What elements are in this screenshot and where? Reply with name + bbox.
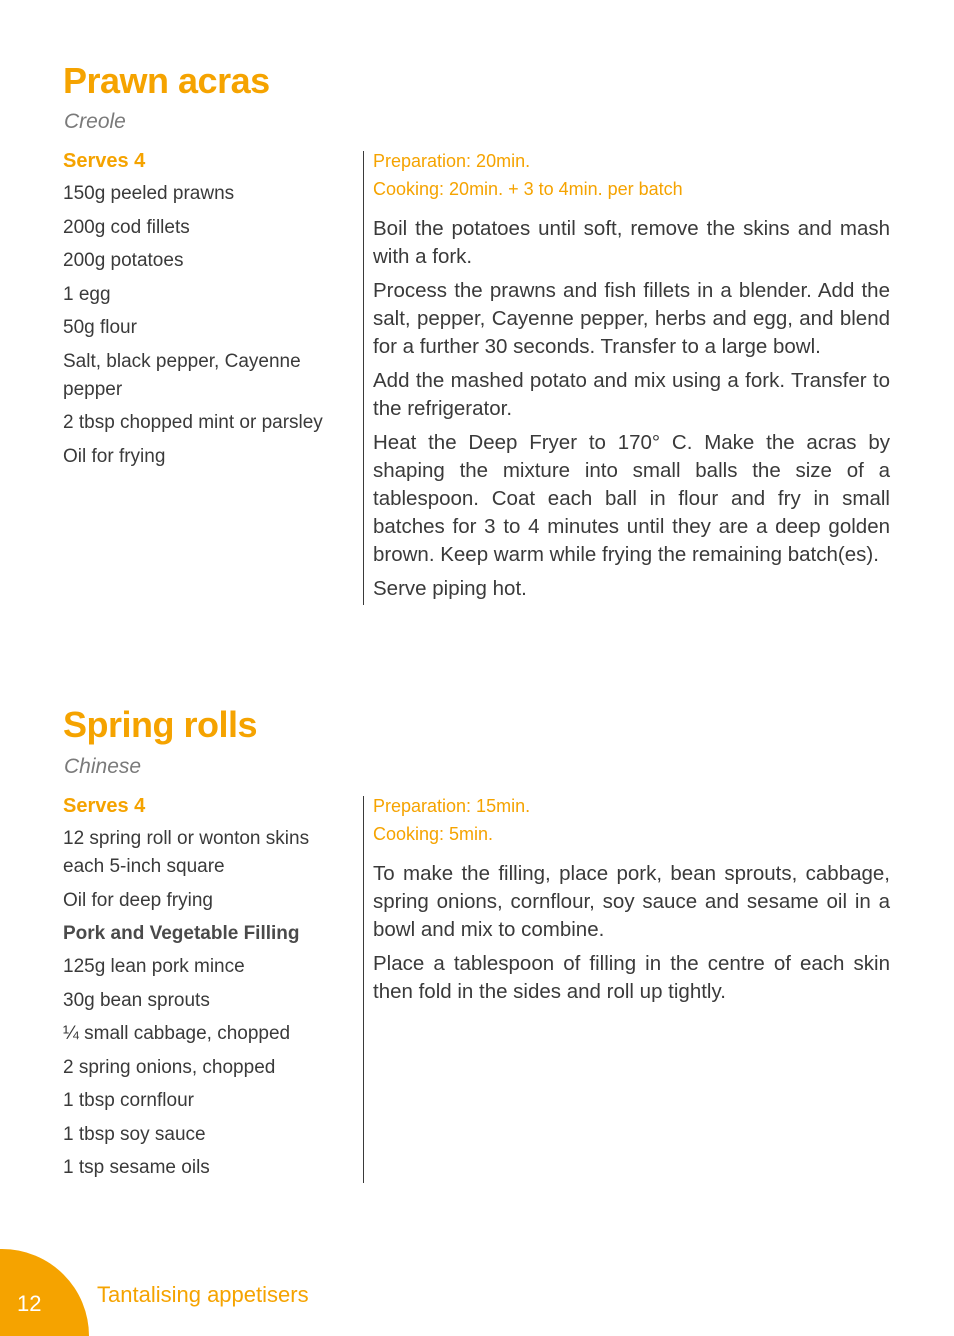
ingredient-item: 125g lean pork mince [63, 956, 245, 977]
timing-block [373, 147, 890, 203]
ingredient-item: 1 tbsp cornflour [63, 1090, 194, 1111]
ingredients-column [63, 149, 348, 476]
ingredient-item: 1 tbsp soy sauce [63, 1123, 206, 1145]
ingredient-item: 30g bean sprouts [63, 989, 210, 1011]
ingredient-list [63, 180, 348, 471]
method-column [373, 147, 890, 609]
ingredient-item: 200g cod fillets [63, 216, 190, 238]
preparation-time: Preparation: 20min. [373, 151, 531, 171]
ingredients-column [63, 794, 348, 1188]
ingredient-item: 150g peeled prawns [63, 183, 235, 204]
preparation-time: Preparation: 15min. [373, 796, 531, 816]
cooking-time: Cooking: 20min. + 3 to 4min. per batch [373, 179, 683, 199]
section-name: Tantalising appetisers [97, 1282, 309, 1307]
ingredient-item: ¼ small cabbage, chopped [63, 1023, 291, 1044]
recipe-origin: Chinese [64, 755, 142, 778]
ingredient-item: 2 spring onions, chopped [63, 1056, 276, 1078]
serves-label: Serves 4 [63, 150, 146, 172]
recipe-title: Prawn acras [63, 60, 270, 101]
ingredient-item: Oil for deep frying [63, 889, 213, 911]
ingredient-item: 2 tbsp chopped mint or parsley [63, 412, 323, 433]
column-divider [363, 796, 364, 1183]
method-step: Serve piping hot. [373, 577, 527, 600]
filling-subheading: Pork and Vegetable Filling [63, 923, 300, 944]
ingredient-item: 1 tsp sesame oils [63, 1157, 210, 1178]
timing-block [373, 792, 890, 848]
ingredient-item: 12 spring roll or wonton skins each 5-inch square [63, 828, 310, 877]
column-divider [363, 151, 364, 605]
ingredient-item: Oil for frying [63, 445, 166, 467]
page-number: 12 [17, 1291, 42, 1316]
page-number-tab [0, 1249, 89, 1336]
ingredient-item: 200g potatoes [63, 250, 184, 271]
ingredient-item: Salt, black pepper, Cayenne pepper [63, 350, 301, 400]
method-step: To make the filling, place pork, bean sprouts, cabbage, spring onions, cornflour, soy sauce and sesame oil in a bowl and mix to combine. [373, 862, 890, 941]
filling-list [63, 953, 348, 1182]
method-column [373, 792, 890, 1012]
recipe-origin: Creole [64, 110, 126, 133]
ingredient-item: 50g flour [63, 317, 137, 338]
method-step: Process the prawns and fish fillets in a blender. Add the salt, pepper, Cayenne pepper, herbs and egg, and blend for a further 30 seconds. Transfer to a large bowl. [373, 279, 890, 358]
serves-label: Serves 4 [63, 795, 146, 817]
recipe-title: Spring rolls [63, 704, 258, 745]
ingredient-item: 1 egg [63, 283, 111, 305]
method-step: Heat the Deep Fryer to 170° C. Make the acras by shaping the mixture into small balls the size of a tablespoon. Coat each ball in flour and fry in small batches for 3 to 4 minutes until they are a deep golden brown. Keep warm while frying the remaining batch(es). [373, 431, 890, 566]
cooking-time: Cooking: 5min. [373, 824, 494, 844]
method-step: Boil the potatoes until soft, remove the skins and mash with a fork. [373, 217, 890, 268]
method-step: Place a tablespoon of filling in the centre of each skin then fold in the sides and roll up tightly. [373, 952, 890, 1003]
ingredient-list [63, 825, 348, 915]
method-step: Add the mashed potato and mix using a fork. Transfer to the refrigerator. [373, 369, 890, 420]
